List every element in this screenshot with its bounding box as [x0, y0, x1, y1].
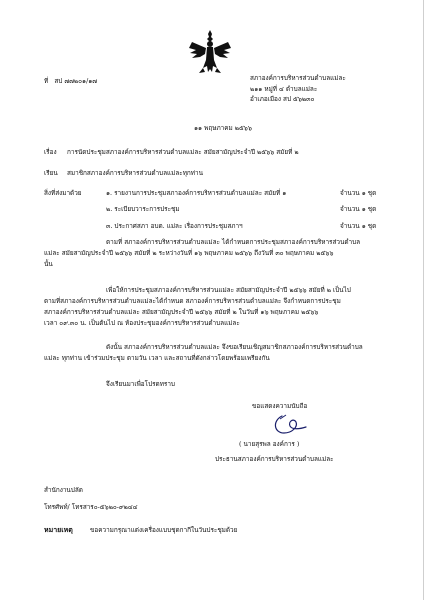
salutation: ขอแสดงความนับถือ [252, 402, 308, 410]
paragraph-line: แม่ละ สมัยสามัญประจำปี ๒๕๖๖ สมัยที่ ๒ ระหว่างวันที่ ๑๖ พฤษภาคม ๒๕๖๖ ถึงวันที่ ๓๐ พฤษภาคม ๒๕๖๖ [44, 249, 334, 257]
address-line: อำเภอเมือง สป ๕๖๒๓๐ [250, 95, 315, 103]
paragraph-line: เวลา ๐๙.๓๐ น. เป็นต้นไป ณ ห้องประชุมองค์การบริหารส่วนตำบลแม่ละ [44, 319, 240, 327]
paragraph-line: เพื่อให้การประชุมสภาองค์การบริหารส่วนแม่ละ สมัยสามัญประจำปี ๒๕๖๖ สมัยที่ ๒ เป็นไป [106, 286, 351, 294]
signer-title: ประธานสภาองค์การบริหารส่วนตำบลแม่ละ [215, 455, 334, 463]
enclosure-qty: จำนวน ๑ ชุด [340, 189, 377, 197]
handwritten-signature [268, 413, 308, 437]
signer-name: ( นายสุรพล องค์การ ) [239, 440, 300, 448]
paragraph-line: ตามที่ สภาองค์การบริหารส่วนตำบลแม่ละ ได้กำหนดการประชุมสภาองค์การบริหารส่วนตำบล [106, 238, 361, 246]
recipient-text: สมาชิกสภาองค์การบริหารส่วนตำบลแม่ละทุกท่าน [67, 169, 203, 177]
paragraph-line: ดังนั้น สภาองค์การบริหารส่วนตำบลแม่ละ จึงขอเรียนเชิญสมาชิกสภาองค์การบริหารส่วนตำบล [106, 343, 363, 351]
paragraph-line: ตามที่สภาองค์การบริหารส่วนตำบลแม่ละได้กำหนด สภาองค์การบริหารส่วนตำบลแม่ละ จึงกำหนดการประชุม [44, 297, 341, 305]
paragraph-line: สภาองค์การบริหารส่วนตำบลแม่ละ สมัยสามัญประจำปี ๒๕๖๖ สมัยที่ ๒ ในวันที่ ๑๖ พฤษภาคม ๒๕๖๖ [44, 308, 319, 316]
reference-number [44, 77, 97, 85]
enclosure-qty: จำนวน ๑ ชุด [340, 205, 377, 213]
garuda-emblem-icon [186, 28, 234, 76]
office-name: สำนักงานปลัด [44, 486, 83, 494]
enclosure-label: สิ่งที่ส่งมาด้วย [44, 189, 82, 197]
paragraph-line: แม่ละ ทุกท่าน เข้าร่วมประชุม ตามวัน เวลา และสถานที่ดังกล่าวโดยพร้อมเพรียงกัน [44, 354, 270, 362]
address-line: ๒๑๑ หมู่ที่ ๔ ตำบลแม่ละ [250, 84, 318, 93]
closing-request: จึงเรียนมาเพื่อโปรดทราบ [106, 380, 175, 388]
enclosure-item: ๓. ประกาศสภา อบต. แม่ละ เรื่องการประชุมสภาฯ [106, 222, 243, 230]
address-line: สภาองค์การบริหารส่วนตำบลแม่ละ [250, 74, 346, 82]
recipient-label: เรียน [44, 169, 58, 177]
body-paragraph-1 [44, 237, 360, 270]
reference-value: สป ๗๗๒๐๑/๑๗ [54, 77, 98, 85]
reference-label: ที่ [44, 77, 49, 85]
letter-date: ๑๑ พฤษภาคม ๒๕๖๖ [194, 124, 252, 132]
body-paragraph-2 [44, 285, 351, 329]
paragraph-line: นั้น [44, 260, 53, 268]
note-text: ขอความกรุณาแต่งเครื่องแบบชุดกากีในวันประชุมด้วย [90, 526, 238, 534]
sender-address [250, 73, 346, 105]
enclosure-item: ๑. รายงานการประชุมสภาองค์การบริหารส่วนตำบลแม่ละ สมัยที่ ๑ [106, 189, 287, 197]
enclosure-item: ๒. ระเบียบวาระการประชุม [106, 205, 180, 213]
enclosure-qty: จำนวน ๑ ชุด [340, 222, 377, 230]
subject-label: เรื่อง [44, 148, 57, 156]
subject-text: การนัดประชุมสภาองค์การบริหารส่วนตำบลแม่ละ สมัยสามัญประจำปี ๒๕๖๖ สมัยที่ ๒ [67, 148, 299, 156]
office-phone: โทรศัพท์/ โทรสาร๐-๕๖๒๐-๙๒๔๔ [44, 503, 138, 511]
body-paragraph-3 [44, 342, 363, 364]
note-label: หมายเหตุ [44, 525, 73, 534]
